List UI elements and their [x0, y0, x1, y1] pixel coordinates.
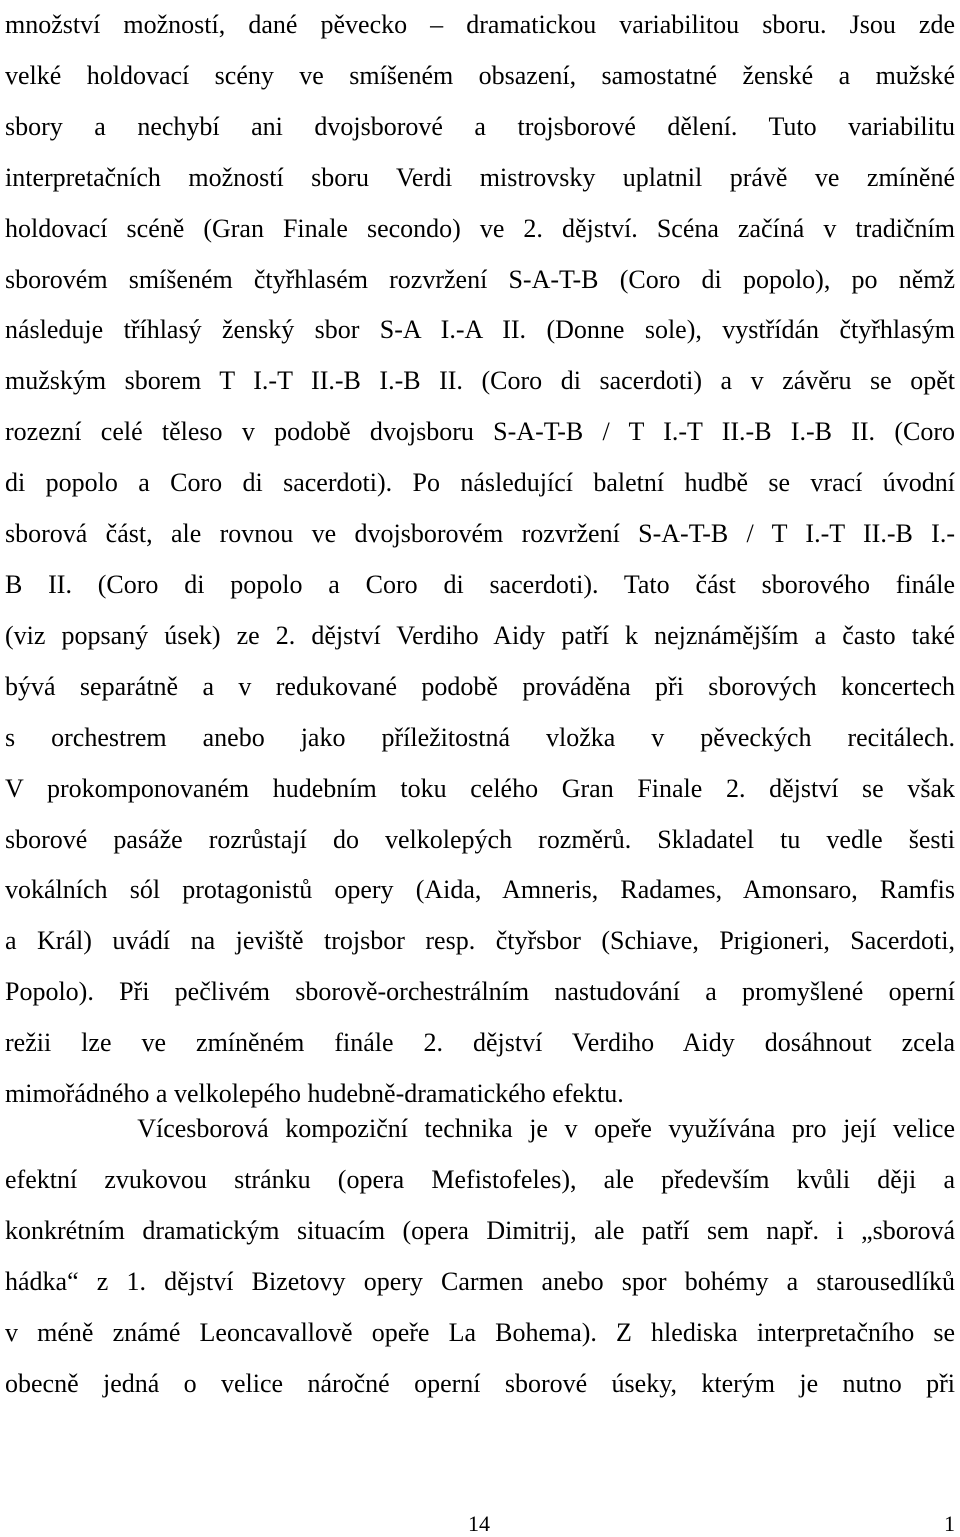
text-line: Vícesborová kompoziční technika je v opeře využívána pro její velice [5, 1114, 955, 1143]
paragraph-1 [5, 0, 955, 1120]
text-line: sborové pasáže rozrůstají do velkolepých rozměrů. Skladatel tu vedle šesti [5, 824, 955, 854]
text-line: B II. (Coro di popolo a Coro di sacerdoti). Tato část sborového finále [5, 569, 955, 599]
text-line: množství možností, dané pěvecko – dramatickou variabilitou sboru. Jsou zde [5, 10, 955, 39]
text-line: v méně známé Leoncavallově opeře La Bohema). Z hlediska interpretačního se [5, 1317, 955, 1347]
page-number: 14 [468, 1511, 490, 1536]
text-line: sbory a nechybí ani dvojsborové a trojsborové dělení. Tuto variabilitu [5, 111, 955, 141]
text-line: Popolo). Při pečlivém sborově-orchestrálním nastudování a promyšlené operní [5, 977, 955, 1007]
text-line: mimořádného a velkolepého hudebně-dramatického efektu. [5, 1079, 624, 1109]
text-line: hádka“ z 1. dějství Bizetovy opery Carmen anebo spor bohémy a starousedlíků [5, 1266, 955, 1296]
text-line: efektní zvukovou stránku (opera Mefistofeles), ale především kvůli ději a [5, 1164, 955, 1194]
paragraph-2 [5, 1104, 955, 1409]
text-line: mužským sborem T I.-T II.-B I.-B II. (Coro di sacerdoti) a v závěru se opět [5, 366, 955, 396]
text-line: režii lze ve zmíněném finále 2. dějství Verdiho Aidy dosáhnout zcela [5, 1028, 955, 1058]
text-line: bývá separátně a v redukované podobě prováděna při sborových koncertech [5, 671, 955, 701]
text-line: konkrétním dramatickým situacím (opera Dimitrij, ale patří sem např. i „sborová [5, 1215, 955, 1245]
text-line: s orchestrem anebo jako příležitostná vložka v pěveckých recitálech. [5, 722, 955, 752]
text-line: holdovací scéně (Gran Finale secondo) ve 2. dějství. Scéna začíná v tradičním [5, 213, 955, 243]
text-line: (viz popsaný úsek) ze 2. dějství Verdiho Aidy patří k nejznámějším a často také [5, 620, 955, 650]
text-line: V prokomponovaném hudebním toku celého Gran Finale 2. dějství se však [5, 773, 955, 803]
text-line: velké holdovací scény ve smíšeném obsazení, samostatné ženské a mužské [5, 60, 955, 90]
text-line: rozezní celé těleso v podobě dvojsboru S-A-T-B / T I.-T II.-B I.-B II. (Coro [5, 417, 955, 447]
text-line: sborovém smíšeném čtyřhlasém rozvržení S-A-T-B (Coro di popolo), po němž [5, 264, 955, 294]
text-line: a Král) uvádí na jeviště trojsbor resp. čtyřsbor (Schiave, Prigioneri, Sacerdoti, [5, 926, 955, 956]
text-line: di popolo a Coro di sacerdoti). Po následující baletní hudbě se vrací úvodní [5, 468, 955, 498]
text-line: sborová část, ale rovnou ve dvojsborovém rozvržení S-A-T-B / T I.-T II.-B I.- [5, 519, 955, 549]
corner-number: 1 [944, 1511, 955, 1536]
text-line: vokálních sól protagonistů opery (Aida, Amneris, Radames, Amonsaro, Ramfis [5, 875, 955, 905]
text-line: následuje tříhlasý ženský sbor S-A I.-A II. (Donne sole), vystřídán čtyřhlasým [5, 315, 955, 345]
text-line: interpretačních možností sboru Verdi mistrovsky uplatnil právě ve zmíněné [5, 162, 955, 192]
text-line: obecně jedná o velice náročné operní sborové úseky, kterým je nutno při [5, 1368, 955, 1398]
